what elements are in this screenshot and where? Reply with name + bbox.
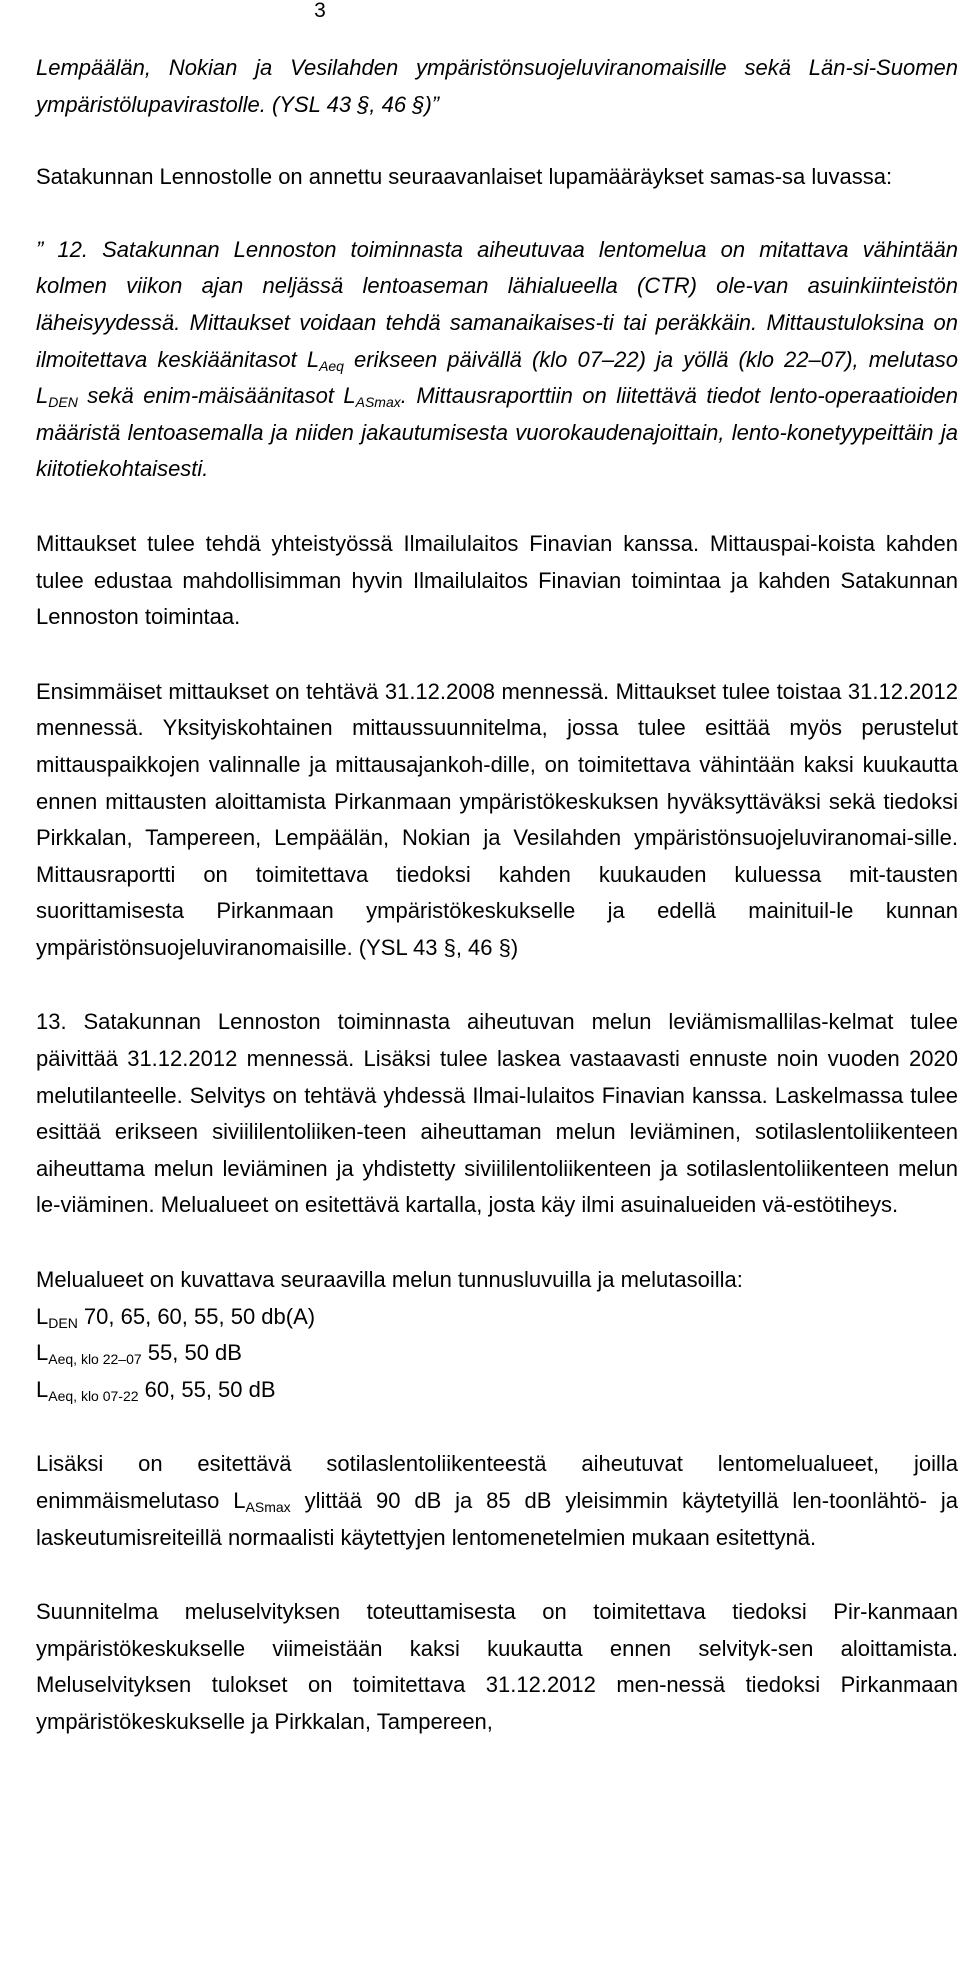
- text: ” 12. Satakunnan Lennoston toiminnasta aiheutuvaa lentomelua on mitattava vähintään kolmen viikon ajan neljässä lentoaseman lähialueella (CTR) ole-van asuinkiinteistön läheisyydessä. Mittaukset voidaan tehdä samanaikaises-ti tai peräkkäin. Mittaustuloksina on ilmoitettava keskiäänitasot L: [36, 236, 958, 372]
- noise-level-night: [36, 1335, 958, 1372]
- noise-levels-block: [36, 1262, 958, 1408]
- text: 60, 55, 50 dB: [138, 1376, 276, 1402]
- text: Ensimmäiset mittaukset on tehtävä 31.12.2008 mennessä. Mittaukset tulee toistaa 31.12.2012 mennessä. Yksityiskohtainen mittaussuunnitelma, jossa tulee esittää myös perustelut mittauspaikkojen valinnalle ja mittausajankoh-dille, on toimitettava vähintään kaksi kuukautta ennen mittausten aloittamista Pirkanmaan ympäristökeskuksen hyväksyttäväksi sekä tiedoksi Pirkkalan, Tampereen, Lempäälän, Nokian ja Vesilahden ympäristönsuojeluviranomai-sille. Mittausraportti on toimitettava tiedoksi kahden kuukauden kuluessa mit-tausten suorittamisesta Pirkanmaan ympäristökeskukselle ja edellä mainituil-le kunnan ympäristönsuojeluviranomaisille. (YSL 43 §, 46 §): [36, 678, 958, 960]
- text: ylittää 90 dB ja 85 dB yleisimmin käytetyillä len-toonlähtö- ja laskeutumisreiteillä normaalisti käytettyjen lentomenetelmien mukaan esitettynä.: [36, 1488, 959, 1550]
- subscript: DEN: [48, 1314, 78, 1331]
- text: L: [36, 1340, 49, 1366]
- text: Mittaukset tulee tehdä yhteistyössä Ilmailulaitos Finavian kanssa. Mittauspai-koista kahden tulee edustaa mahdollisimman hyvin Ilmailulaitos Finavian toimintaa ja kahden Satakunnan Lennoston toimintaa.: [36, 530, 958, 630]
- paragraph-quote-end: [36, 50, 958, 123]
- text: L: [36, 1303, 49, 1329]
- text: Lempäälän, Nokian ja Vesilahden ympäristönsuojeluviranomaisille sekä Län-si-Suomen ympäristölupavirastolle. (YSL 43 §, 46 §)”: [36, 55, 958, 117]
- noise-level-den: [36, 1299, 958, 1336]
- text: Suunnitelma meluselvityksen toteuttamisesta on toimitettava tiedoksi Pir-kanmaan ympäristökeskukselle viimeistään kaksi kuukautta ennen selvityk-sen aloittamista. Meluselvityksen tulokset on toimitettava 31.12.2012 men-nessä tiedoksi Pirkanmaan ympäristökeskukselle ja Pirkkalan, Tampereen,: [36, 1599, 958, 1734]
- subscript: Aeq, klo 07-22: [48, 1387, 139, 1404]
- paragraph-military-noise: [36, 1446, 958, 1556]
- text: sekä enim-mäisäänitasot L: [77, 383, 356, 409]
- page-number: 3: [314, 0, 326, 22]
- paragraph-cooperation: [36, 526, 958, 636]
- text: 55, 50 dB: [141, 1340, 242, 1366]
- noise-levels-intro: Melualueet on kuvattava seuraavilla melun tunnusluvuilla ja melutasoilla:: [36, 1267, 743, 1293]
- text: 70, 65, 60, 55, 50 db(A): [77, 1303, 316, 1329]
- text: Lisäksi on esitettävä sotilaslentoliikenteestä aiheutuvat lentomelualueet, joilla enimmäismelutaso L: [36, 1451, 958, 1513]
- paragraph-intro: [36, 159, 958, 196]
- text: . Mittausraporttiin on liitettävä tiedot lento-operaatioiden määristä lentoasemalla ja niiden jakautumisesta vuorokaudenajoittain, lento-konetyypeittäin ja kiitotiekohtaisesti.: [36, 383, 958, 482]
- text: erikseen päivällä (klo 07–22) ja yöllä (klo 22–07), melutaso L: [36, 346, 958, 409]
- paragraph-schedule: [36, 674, 958, 967]
- paragraph-plan-submission: [36, 1594, 958, 1740]
- subscript-den: DEN: [48, 394, 78, 411]
- noise-level-day: [36, 1372, 958, 1409]
- text: Satakunnan Lennostolle on annettu seuraavanlaiset lupamääräykset samas-sa luvassa:: [36, 164, 893, 190]
- document-body: [36, 50, 958, 1741]
- subscript-aeq: Aeq: [319, 357, 344, 374]
- text: L: [36, 1376, 49, 1402]
- subscript: Aeq, klo 22–07: [48, 1351, 142, 1368]
- paragraph-condition-13: [36, 1004, 958, 1224]
- subscript-asmax: ASmax: [245, 1499, 291, 1515]
- subscript-asmax: ASmax: [355, 394, 401, 411]
- paragraph-condition-12: [36, 232, 958, 488]
- text: 13. Satakunnan Lennoston toiminnasta aiheutuvan melun leviämismallilas-kelmat tulee päivittää 31.12.2012 mennessä. Lisäksi tulee laskea vastaavasti ennuste noin vuoden 2020 melutilanteelle. Selvitys on tehtävä yhdessä Ilmai-lulaitos Finavian kanssa. Laskelmassa tulee esittää erikseen siviililentoliiken-teen aiheuttaman melun leviäminen, sotilaslentoliikenteen aiheuttama melun leviäminen ja yhdistetty siviililentoliikenteen ja sotilaslentoliikenteen melun le-viäminen. Melualueet on esitettävä kartalla, josta käy ilmi asuinalueiden vä-estötiheys.: [36, 1009, 958, 1218]
